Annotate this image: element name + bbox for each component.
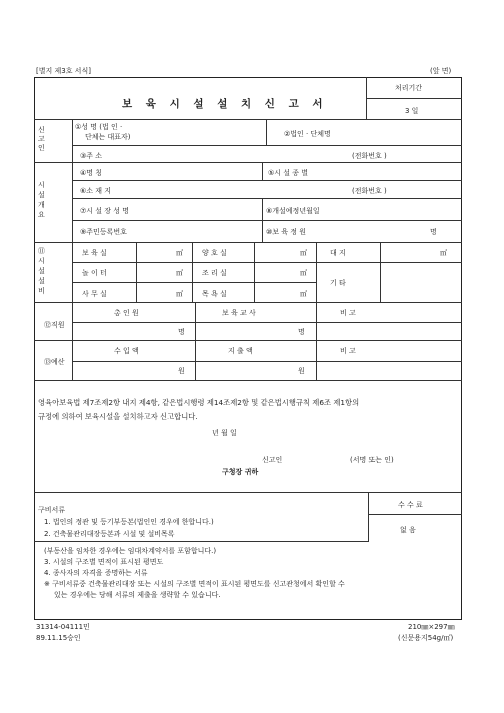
paper-type: (신문용지54g/㎡) bbox=[398, 634, 454, 642]
divider bbox=[72, 361, 462, 362]
divider bbox=[368, 514, 462, 515]
name-label-note: 단체는 대표자) bbox=[85, 133, 131, 141]
site-unit: ㎡ bbox=[440, 249, 447, 257]
expense-unit: 원 bbox=[298, 367, 305, 375]
page-side-label: (앞 면) bbox=[430, 67, 452, 75]
divider bbox=[72, 145, 462, 146]
divider bbox=[34, 302, 462, 303]
declaration-line-2: 규정에 의하여 보육시설을 설치하고자 신고합니다. bbox=[38, 412, 198, 421]
expense-header: 지 출 액 bbox=[228, 347, 253, 355]
form-code: 31314-04111민 bbox=[36, 623, 90, 631]
resident-number-label: ⑨주민등록번호 bbox=[80, 228, 127, 236]
fee-label: 수 수 료 bbox=[398, 501, 423, 509]
document-item: 1. 법인의 정관 및 등기부등본(법인인 경우에 한합니다.) bbox=[44, 518, 214, 526]
kitchen-unit: ㎡ bbox=[300, 269, 307, 277]
form-number: [별지 제3호 서식] bbox=[36, 67, 91, 75]
reporter-section-label: 신 고 인 bbox=[38, 126, 45, 152]
playground-unit: ㎡ bbox=[176, 269, 183, 277]
facility-phone-label: (전화번호 ) bbox=[352, 187, 387, 195]
divider bbox=[72, 340, 73, 380]
divider bbox=[380, 242, 381, 302]
form-title: 보 육 시 설 설 치 신 고 서 bbox=[122, 98, 328, 110]
document-item: 2. 건축물관리대장등본과 시설 및 설비목록 bbox=[44, 530, 175, 538]
infirmary-unit: ㎡ bbox=[300, 249, 307, 257]
infirmary-label: 양 호 실 bbox=[202, 249, 227, 257]
divider bbox=[34, 541, 368, 542]
divider bbox=[368, 492, 369, 542]
divider bbox=[72, 262, 462, 263]
site-label: 대 지 bbox=[330, 249, 346, 257]
budget-note-header: 비 고 bbox=[340, 347, 356, 355]
signer-label: 신고인 bbox=[262, 456, 283, 464]
divider bbox=[366, 98, 462, 99]
nursery-room-unit: ㎡ bbox=[176, 249, 183, 257]
divider bbox=[72, 322, 462, 323]
processing-period-value: 3 일 bbox=[405, 107, 419, 115]
document-note: ※ 구비서류중 건축물관리대장 또는 시설의 구조별 면적이 표시된 평면도를 신고관청에서 확인할 수 bbox=[44, 580, 345, 588]
divider bbox=[316, 242, 317, 302]
staff-section-label: ⑫직원 bbox=[44, 321, 65, 329]
documents-title: 구비서류 bbox=[38, 506, 66, 514]
divider bbox=[266, 119, 267, 145]
divider bbox=[72, 180, 462, 181]
document-note: 있는 경우에는 당해 서류의 제출을 생략할 수 있습니다. bbox=[54, 591, 221, 599]
kitchen-label: 조 리 실 bbox=[202, 269, 227, 277]
divider bbox=[72, 198, 462, 199]
capacity-label: ⑩보 육 정 원 bbox=[266, 228, 306, 236]
corporation-name-label: ②법인 · 단체명 bbox=[284, 130, 331, 138]
fee-value: 없 음 bbox=[400, 526, 416, 534]
facility-name-label: ④명 칭 bbox=[80, 169, 103, 177]
recipient-label: 구청장 귀하 bbox=[222, 468, 259, 476]
declaration-line-1: 영육아보육법 제7조제2항 내지 제4항, 같은법시행령 제14조제2항 및 같은법시행규칙 제6조 제1항의 bbox=[38, 398, 360, 407]
processing-period-label: 처리기간 bbox=[395, 84, 423, 92]
signature-hint: (서명 또는 인) bbox=[350, 456, 394, 464]
divider bbox=[72, 119, 73, 340]
capacity-unit: 명 bbox=[430, 228, 437, 236]
playground-label: 놀 이 터 bbox=[82, 269, 107, 277]
office-unit: ㎡ bbox=[176, 290, 183, 298]
divider bbox=[262, 162, 263, 180]
facility-type-label: ⑤시 설 종 별 bbox=[268, 169, 308, 177]
paper-size: 210㎜×297㎜ bbox=[408, 623, 455, 631]
staff-total-header: 총 인 원 bbox=[114, 309, 139, 317]
divider bbox=[34, 119, 462, 120]
divider bbox=[195, 340, 196, 380]
divider bbox=[34, 380, 462, 381]
staff-total-unit: 명 bbox=[178, 328, 185, 336]
office-label: 사 무 실 bbox=[82, 290, 107, 298]
location-label: ⑥소 재 지 bbox=[80, 187, 112, 195]
staff-teacher-header: 보 육 교 사 bbox=[222, 309, 256, 317]
facility-section-label: 시 설 개 요 bbox=[38, 181, 45, 219]
facility-head-label: ⑦시 설 장 성 명 bbox=[80, 207, 129, 215]
name-label: ①성 명 (법 인 · bbox=[75, 123, 123, 131]
document-item: 4. 종사자의 자격을 증명하는 서류 bbox=[44, 569, 148, 577]
staff-note-header: 비 고 bbox=[340, 309, 356, 317]
reporter-phone-label: (전화번호 ) bbox=[352, 152, 387, 160]
bathroom-label: 목 욕 실 bbox=[202, 290, 227, 298]
divider bbox=[136, 242, 137, 302]
divider bbox=[34, 340, 462, 341]
divider bbox=[34, 492, 462, 493]
open-date-label: ⑧개설예정년월일 bbox=[266, 207, 320, 215]
divider bbox=[72, 282, 316, 283]
divider bbox=[34, 162, 462, 163]
budget-section-label: ⑬예산 bbox=[44, 358, 65, 366]
staff-teacher-unit: 명 bbox=[298, 328, 305, 336]
income-header: 수 입 액 bbox=[114, 347, 139, 355]
divider bbox=[254, 242, 255, 302]
date-field: 년 월 일 bbox=[212, 429, 237, 437]
income-unit: 원 bbox=[178, 367, 185, 375]
divider bbox=[192, 242, 193, 302]
equipment-section-label: ⑪ 시 설 설 비 bbox=[38, 247, 45, 295]
bathroom-unit: ㎡ bbox=[300, 290, 307, 298]
document-item: (부동산을 임차한 경우에는 임대차계약서를 포함합니다.) bbox=[44, 547, 217, 555]
nursery-room-label: 보 육 실 bbox=[82, 249, 107, 257]
divider bbox=[195, 302, 196, 340]
divider bbox=[34, 242, 462, 243]
address-label: ③주 소 bbox=[80, 152, 103, 160]
divider bbox=[316, 340, 317, 380]
divider bbox=[72, 220, 462, 221]
divider bbox=[316, 302, 317, 340]
document-item: 3. 시설의 구조별 면적이 표시된 평면도 bbox=[44, 558, 164, 566]
approval-date: 89.11.15승인 bbox=[36, 634, 81, 642]
other-label: 기 타 bbox=[330, 279, 346, 287]
